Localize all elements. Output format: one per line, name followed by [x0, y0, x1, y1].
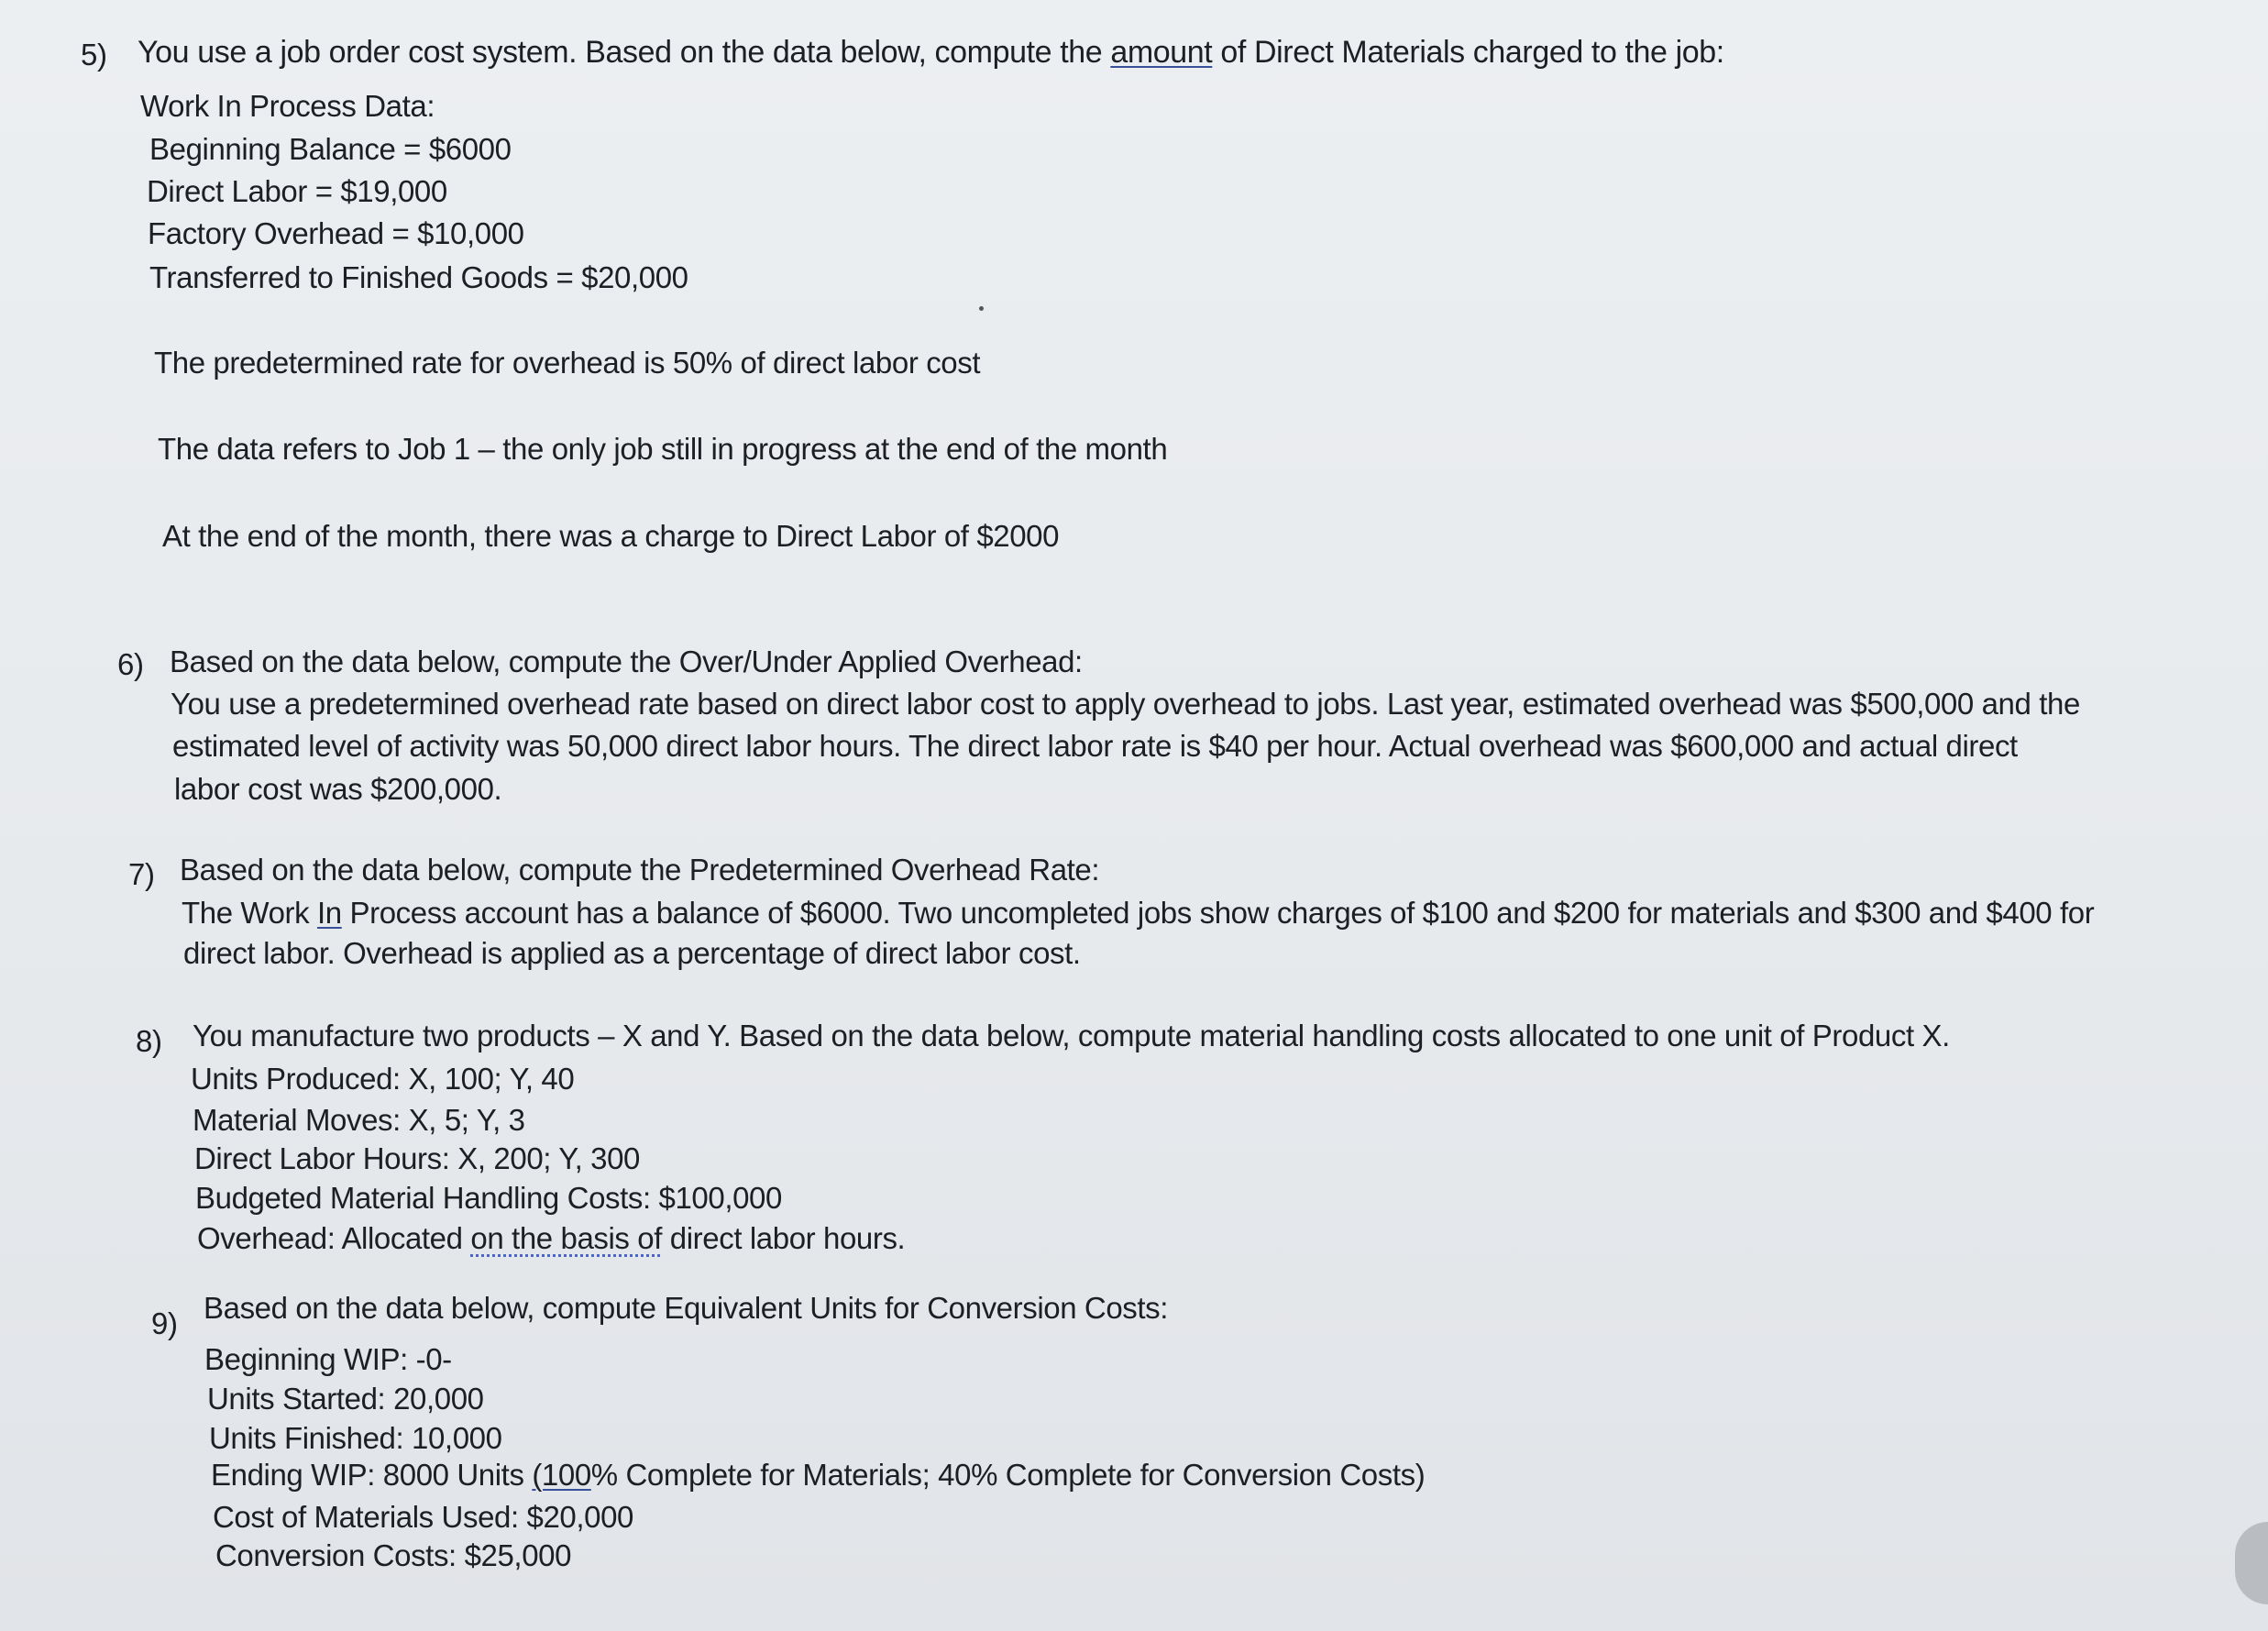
q6-number: 6)	[117, 647, 144, 681]
q9-units-finished: Units Finished: 10,000	[209, 1421, 502, 1455]
q5-end-of-month: At the end of the month, there was a charge to Direct Labor of $2000	[162, 519, 1060, 553]
q6-line-1: You use a predetermined overhead rate based on direct labor cost to apply overhead to jobs. Last year, estimated overhead was $500,000 and the	[171, 687, 2080, 721]
q5-factory-overhead: Factory Overhead = $10,000	[148, 216, 524, 250]
q9-conversion-costs: Conversion Costs: $25,000	[215, 1538, 572, 1572]
q5-data-refers: The data refers to Job 1 – the only job still in progress at the end of the month	[158, 432, 1168, 466]
q6-line-3: labor cost was $200,000.	[174, 772, 502, 806]
q7-line-1	[182, 895, 2094, 931]
q8-material-moves: Material Moves: X, 5; Y, 3	[193, 1103, 525, 1137]
screen-edge-shadow	[2235, 1522, 2268, 1604]
stray-mark	[979, 306, 984, 311]
q8-units-produced: Units Produced: X, 100; Y, 40	[191, 1062, 575, 1096]
q7-line-1-post: Process account has a balance of $6000. Two uncompleted jobs show charges of $100 and $200 for materials and $300 and $400 for	[341, 896, 2095, 930]
q8-overhead-emph: on the basis of	[470, 1221, 663, 1255]
q7-line-1-emph: In	[317, 896, 342, 930]
q5-question-pre: You use a job order cost system. Based on the data below, compute the	[138, 35, 1111, 70]
q5-question	[138, 34, 1724, 71]
q5-question-emph: amount	[1110, 35, 1213, 70]
q6-title: Based on the data below, compute the Over/Under Applied Overhead:	[170, 645, 1083, 678]
q9-number: 9)	[151, 1306, 178, 1340]
q9-ending-wip-post: % Complete for Materials; 40% Complete for Conversion Costs)	[590, 1458, 1426, 1492]
q8-overhead-post: direct labor hours.	[662, 1221, 906, 1255]
q5-beginning-balance: Beginning Balance = $6000	[149, 132, 512, 166]
q5-wip-heading: Work In Process Data:	[140, 89, 435, 123]
q9-ending-wip-pre: Ending WIP: 8000 Units	[211, 1458, 533, 1492]
q7-title: Based on the data below, compute the Predetermined Overhead Rate:	[180, 853, 1100, 887]
q7-number: 7)	[128, 857, 155, 891]
q8-overhead-pre: Overhead: Allocated	[197, 1221, 471, 1255]
q5-question-post: of Direct Materials charged to the job:	[1212, 35, 1724, 70]
q5-number: 5)	[81, 38, 107, 72]
q5-predetermined-rate: The predetermined rate for overhead is 50% of direct labor cost	[154, 346, 981, 380]
q9-beginning-wip: Beginning WIP: -0-	[204, 1342, 452, 1376]
q8-budgeted-costs: Budgeted Material Handling Costs: $100,000	[195, 1181, 782, 1215]
q8-number: 8)	[136, 1024, 162, 1058]
q9-units-started: Units Started: 20,000	[207, 1382, 484, 1416]
q7-line-2: direct labor. Overhead is applied as a percentage of direct labor cost.	[183, 936, 1081, 970]
q9-title: Based on the data below, compute Equivalent Units for Conversion Costs:	[204, 1291, 1169, 1325]
q6-line-2: estimated level of activity was 50,000 direct labor hours. The direct labor rate is $40 per hour. Actual overhead was $600,000 and actual direct	[172, 729, 2018, 763]
q9-ending-wip-emph: (100	[532, 1458, 591, 1492]
q7-line-1-pre: The Work	[182, 896, 317, 930]
q8-overhead	[197, 1220, 905, 1257]
q8-direct-labor-hours: Direct Labor Hours: X, 200; Y, 300	[194, 1141, 640, 1175]
q9-materials-used: Cost of Materials Used: $20,000	[213, 1500, 634, 1534]
q8-title: You manufacture two products – X and Y. Based on the data below, compute material handling costs allocated to one unit of Product X.	[193, 1019, 1950, 1052]
q5-direct-labor: Direct Labor = $19,000	[147, 174, 447, 208]
q9-ending-wip	[211, 1457, 1425, 1493]
q5-transferred: Transferred to Finished Goods = $20,000	[149, 260, 688, 294]
